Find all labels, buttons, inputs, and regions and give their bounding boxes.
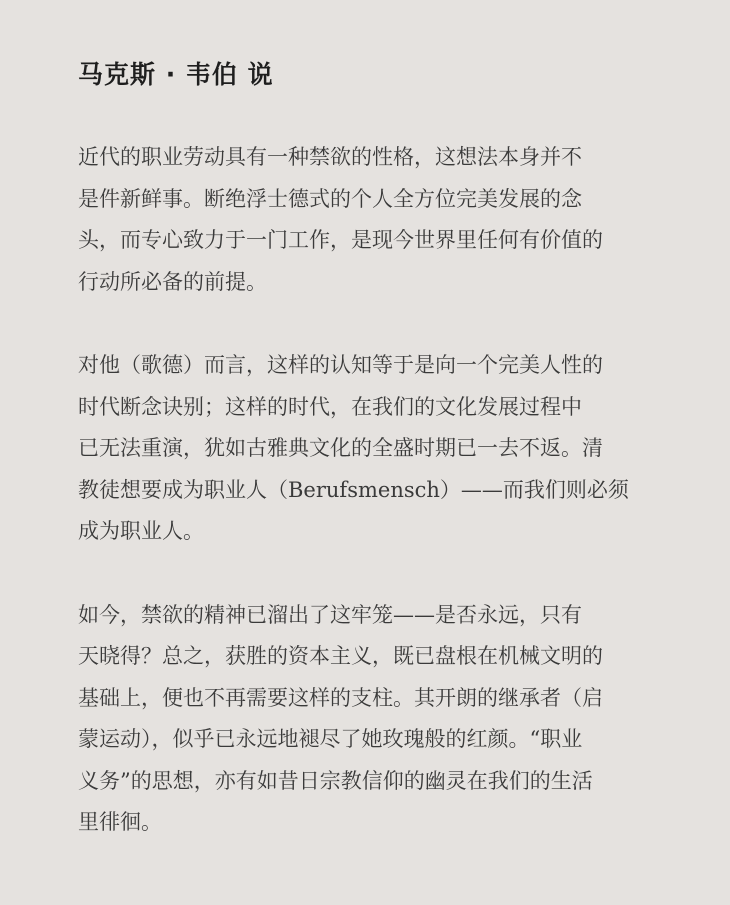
page-title: 马克斯 · 韦伯 说	[78, 60, 274, 89]
paragraph-line: 时代断念诀别；这样的时代，在我们的文化发展过程中	[78, 394, 582, 419]
paragraph-line: 教徒想要成为职业人（Berufsmensch）——而我们则必须	[78, 477, 629, 502]
paragraph-line: 已无法重演，犹如古雅典文化的全盛时期已一去不返。清	[78, 436, 603, 460]
paragraph-line: 里徘徊。	[78, 810, 162, 834]
paragraph-line: 天晓得？总之，获胜的资本主义，既已盘根在机械文明的	[78, 644, 603, 668]
paragraph-1	[78, 137, 670, 303]
paragraph-line: 义务”的思想，亦有如昔日宗教信仰的幽灵在我们的生活	[78, 768, 593, 793]
paragraph-line: 头，而专心致力于一门工作，是现今世界里任何有价值的	[78, 228, 603, 252]
paragraph-spacer	[78, 553, 670, 595]
paragraph-spacer	[78, 303, 670, 345]
paragraph-line: 蒙运动），似乎已永远地褪尽了她玫瑰般的红颜。“职业	[78, 727, 583, 751]
paragraph-line: 如今，禁欲的精神已溜出了这牢笼——是否永远，只有	[78, 602, 582, 627]
paragraph-line: 行动所必备的前提。	[78, 269, 267, 294]
paragraph-line: 是件新鲜事。断绝浮士德式的个人全方位完美发展的念	[78, 186, 582, 211]
paragraph-line: 成为职业人。	[78, 519, 204, 543]
paragraph-2	[78, 345, 670, 553]
paragraph-line: 基础上，便也不再需要这样的支柱。其开朗的继承者（启	[78, 685, 603, 710]
paragraph-3	[78, 595, 670, 844]
paragraph-line: 近代的职业劳动具有一种禁欲的性格，这想法本身并不	[78, 145, 582, 169]
paragraph-line: 对他（歌德）而言，这样的认知等于是向一个完美人性的	[78, 353, 603, 377]
